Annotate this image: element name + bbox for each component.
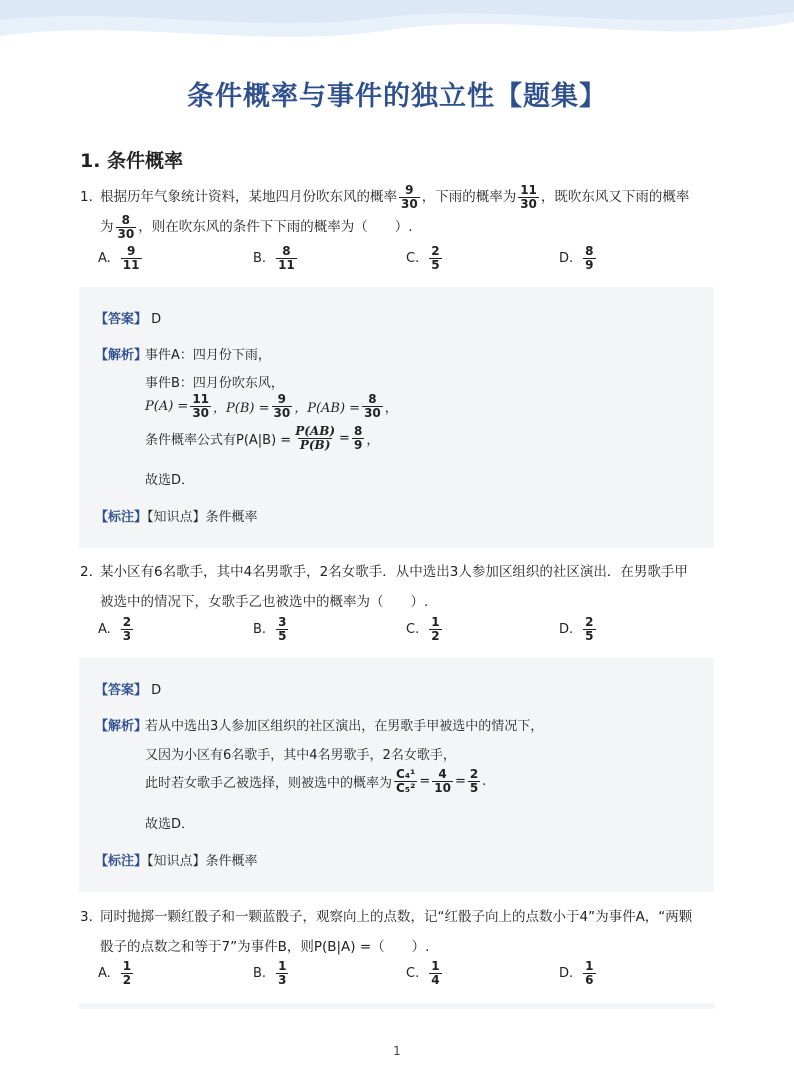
answer-row: 【答案】 D	[95, 683, 162, 698]
option-d[interactable]: D. $\frac{8}{9}$	[559, 243, 594, 272]
question-line: 某小区有6名歌手，其中4名男歌手，2名女歌手．从中选出3人参加区组织的社区演出．在男歌手甲	[100, 564, 688, 580]
option-c[interactable]: C. $\frac{2}{5}$	[406, 243, 440, 272]
options-q2	[98, 612, 698, 646]
option-a[interactable]: A. $\frac{1}{2}$	[98, 958, 132, 987]
question-text: ，则在吹东风的条件下下雨的概率为（ ）.	[138, 219, 413, 235]
explanation-line: 条件概率公式有P(A|B) = $\frac{P(AB)}{P(B)}$ = $\frac{8}{9}$ ，	[145, 424, 380, 452]
note-row: 【标注】【知识点】条件概率	[95, 854, 258, 869]
page-title: 条件概率与事件的独立性【题集】	[187, 81, 607, 112]
answer-value: D	[151, 683, 162, 698]
options-q1	[98, 241, 698, 275]
note-row: 【标注】【知识点】条件概率	[95, 510, 258, 525]
question-text: 根据历年气象统计资料，某地四月份吹东风的概率	[100, 189, 397, 205]
option-c[interactable]: C. $\frac{1}{4}$	[406, 958, 440, 987]
question-line	[80, 212, 720, 242]
option-a[interactable]: A. $\frac{2}{3}$	[98, 614, 132, 643]
fraction: $\frac{8}{30}$	[117, 212, 135, 241]
explanation-line: 此时若女歌手乙被选择，则被选中的概率为 $\frac{\text{C₄¹}}{\text{C₅²}}$ = $\frac{4}{10}$ = $\frac{2}{5}$ .	[145, 767, 487, 795]
option-a[interactable]: A. $\frac{9}{11}$	[98, 243, 140, 272]
question-2	[80, 557, 720, 617]
question-line: 同时抛掷一颗红骰子和一颗蓝骰子，观察向上的点数，记“红骰子向上的点数小于4”为事件A，“两颗	[100, 909, 693, 925]
page-number: 1	[393, 1044, 401, 1058]
explanation-line: P(A) = $\frac{11}{30}$ ，P(B) = $\frac{9}{30}$ ，P(AB) = $\frac{8}{30}$ ，	[145, 392, 398, 420]
option-d[interactable]: D. $\frac{2}{5}$	[559, 614, 594, 643]
explanation-line: 故选D．	[145, 473, 195, 488]
question-text: ，下雨的概率为	[421, 189, 517, 205]
question-line: 骰子的点数之和等于7”为事件B，则P(B|A) =（ ）.	[100, 939, 430, 955]
question-text: 为	[100, 219, 114, 235]
question-line: 被选中的情况下，女歌手乙也被选中的概率为（ ）.	[100, 594, 429, 610]
answer-box-q3-start	[79, 1003, 714, 1009]
question-line	[80, 182, 720, 212]
explanation-line: 事件B：四月份吹东风，	[145, 376, 284, 391]
options-q3	[98, 956, 698, 990]
answer-box-q1	[79, 287, 714, 548]
option-d[interactable]: D. $\frac{1}{6}$	[559, 958, 594, 987]
option-b[interactable]: B. $\frac{8}{11}$	[253, 243, 295, 272]
explanation-line: 故选D．	[145, 817, 195, 832]
explanation-tag: 【解析】	[95, 348, 148, 363]
option-b[interactable]: B. $\frac{1}{3}$	[253, 958, 287, 987]
fraction: $\frac{9}{30}$	[401, 182, 418, 211]
explanation-tag: 【解析】	[95, 719, 148, 734]
explanation-line: 又因为小区有6名歌手，其中4名男歌手，2名女歌手，	[145, 748, 456, 763]
question-number: 2.	[80, 564, 93, 580]
question-text: ，既吹东风又下雨的概率	[540, 189, 690, 205]
option-b[interactable]: B. $\frac{3}{5}$	[253, 614, 287, 643]
answer-row: 【答案】 D	[95, 312, 162, 327]
option-c[interactable]: C. $\frac{1}{2}$	[406, 614, 440, 643]
section-title: 1. 条件概率	[80, 150, 184, 172]
explanation-line: 事件A：四月份下雨，	[145, 348, 271, 363]
explanation-line: 若从中选出3人参加区组织的社区演出，在男歌手甲被选中的情况下，	[145, 719, 544, 734]
answer-box-q2	[79, 658, 714, 892]
header-wave-decoration	[0, 0, 794, 60]
question-number: 1.	[80, 189, 93, 205]
question-3	[80, 902, 720, 962]
question-1	[80, 182, 720, 242]
answer-value: D	[151, 312, 162, 327]
question-number: 3.	[80, 909, 93, 925]
fraction: $\frac{11}{30}$	[520, 182, 537, 211]
